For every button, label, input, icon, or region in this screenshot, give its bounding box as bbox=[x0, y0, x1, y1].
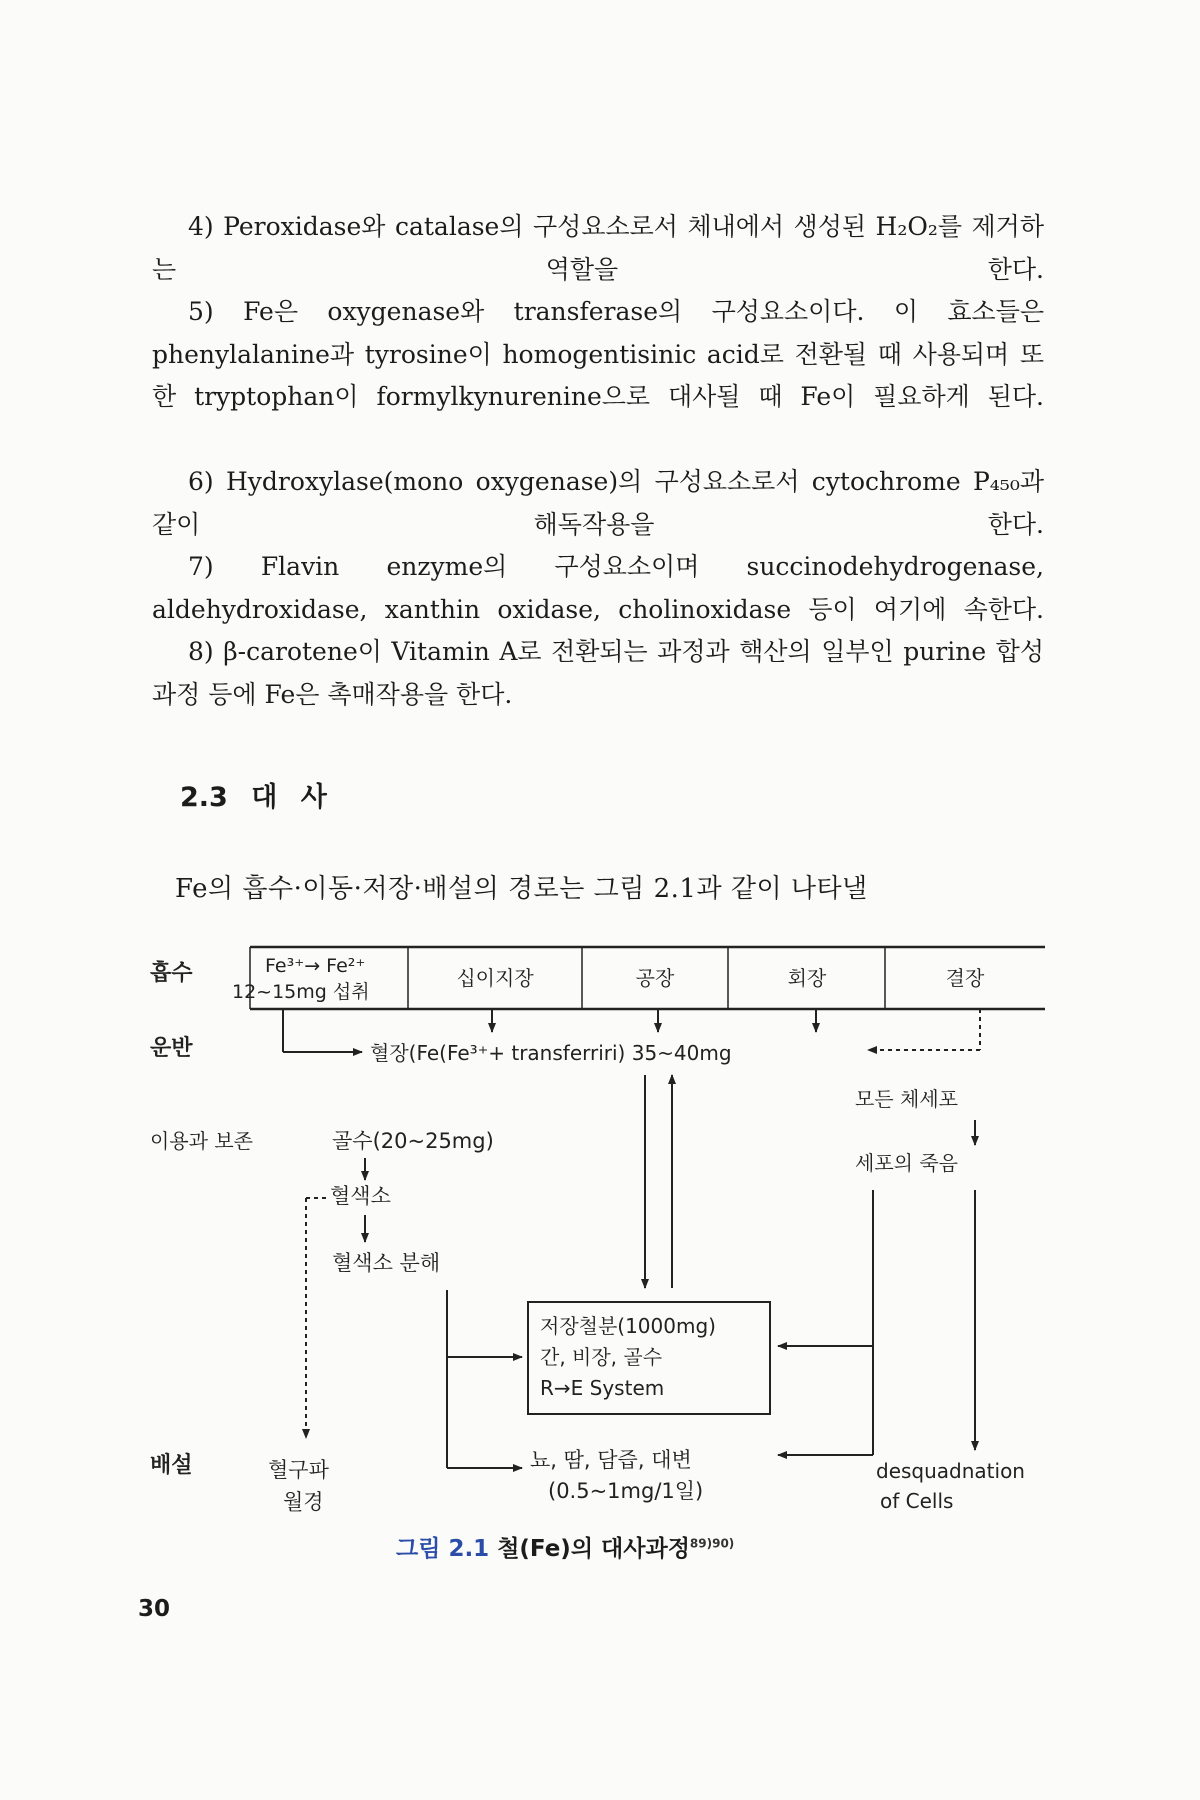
figure-label: 그림 2.1 bbox=[396, 1536, 490, 1562]
storage-organs: 간, 비장, 골수 bbox=[540, 1345, 663, 1369]
plasma-storage-arrows bbox=[645, 1075, 672, 1288]
absorb-reaction: Fe³⁺→ Fe²⁺ bbox=[265, 955, 366, 977]
hemoglobin: 혈색소 bbox=[330, 1184, 391, 1208]
desquamation-line2: of Cells bbox=[880, 1489, 954, 1513]
absorb-intake: 12~15mg 섭취 bbox=[232, 981, 370, 1003]
figure-title: 철(Fe)의 대사과정 bbox=[497, 1536, 690, 1562]
label-use-storage: 이용과 보존 bbox=[150, 1129, 253, 1153]
paragraph-7: 7) Flavin enzyme의 구성요소이며 succinodehydrogenase, aldehydroxidase, xanthin oxidase, cholinoxidase 등이 여기에 속한다. bbox=[152, 552, 1044, 624]
plasma-transferrin: 혈장(Fe(Fe³⁺+ transferriri) 35~40mg bbox=[370, 1041, 732, 1065]
body-cells: 모든 체세포 bbox=[855, 1087, 958, 1111]
bone-marrow: 골수(20~25mg) bbox=[332, 1129, 494, 1153]
cell-death-arrows bbox=[778, 1190, 975, 1455]
bleeding-line2: 월경 bbox=[283, 1490, 324, 1514]
storage-amount: 저장철분(1000mg) bbox=[540, 1314, 716, 1338]
cell-death: 세포의 죽음 bbox=[855, 1151, 958, 1175]
paragraph-4: 4) Peroxidase와 catalase의 구성요소로서 체내에서 생성된 H₂O₂를 제거하는 역할을 한다. bbox=[152, 212, 1044, 284]
figure-reference: 89)90) bbox=[689, 1536, 735, 1551]
paragraph-8: 8) β-carotene이 Vitamin A로 전환되는 과정과 핵산의 일부인 purine 합성과정 등에 Fe은 촉매작용을 한다. bbox=[152, 637, 1044, 709]
storage-system: R→E System bbox=[540, 1376, 665, 1400]
breakdown-arrows bbox=[447, 1290, 522, 1468]
urine-line2: (0.5~1mg/1일) bbox=[548, 1479, 704, 1503]
paragraph-6: 6) Hydroxylase(mono oxygenase)의 구성요소로서 cytochrome P₄₅₀과 같이 해독작용을 한다. bbox=[152, 467, 1044, 539]
desquamation-line1: desquadnation bbox=[876, 1459, 1025, 1483]
ileum: 회장 bbox=[787, 966, 827, 990]
label-transport: 운반 bbox=[150, 1036, 193, 1061]
label-excretion: 배설 bbox=[150, 1453, 193, 1478]
label-absorption: 흡수 bbox=[150, 961, 193, 986]
bleeding-path bbox=[306, 1198, 326, 1438]
section-lead-text: Fe의 흡수·이동·저장·배설의 경로는 그림 2.1과 같이 나타낼 bbox=[175, 874, 868, 904]
page-number: 30 bbox=[138, 1596, 171, 1622]
duodenum: 십이지장 bbox=[456, 966, 534, 990]
paragraph-5: 5) Fe은 oxygenase와 transferase의 구성요소이다. 이 효소들은 phenylalanine과 tyrosine이 homogentisinic acid로 전환될 때 사용되며 또한 tryptophan이 formylkynurenine으로 대사될 때 Fe이 필요하게 된다. bbox=[152, 297, 1044, 411]
bleeding-line1: 혈구파 bbox=[268, 1458, 329, 1482]
hemoglobin-breakdown: 혈색소 분해 bbox=[332, 1251, 441, 1275]
jejunum: 공장 bbox=[635, 966, 675, 990]
colon: 결장 bbox=[945, 966, 985, 990]
section-heading: 2.3 대 사 bbox=[180, 782, 327, 813]
figure-caption bbox=[396, 1530, 734, 1563]
urine-line1: 뇨, 땀, 담즙, 대변 bbox=[530, 1448, 692, 1472]
